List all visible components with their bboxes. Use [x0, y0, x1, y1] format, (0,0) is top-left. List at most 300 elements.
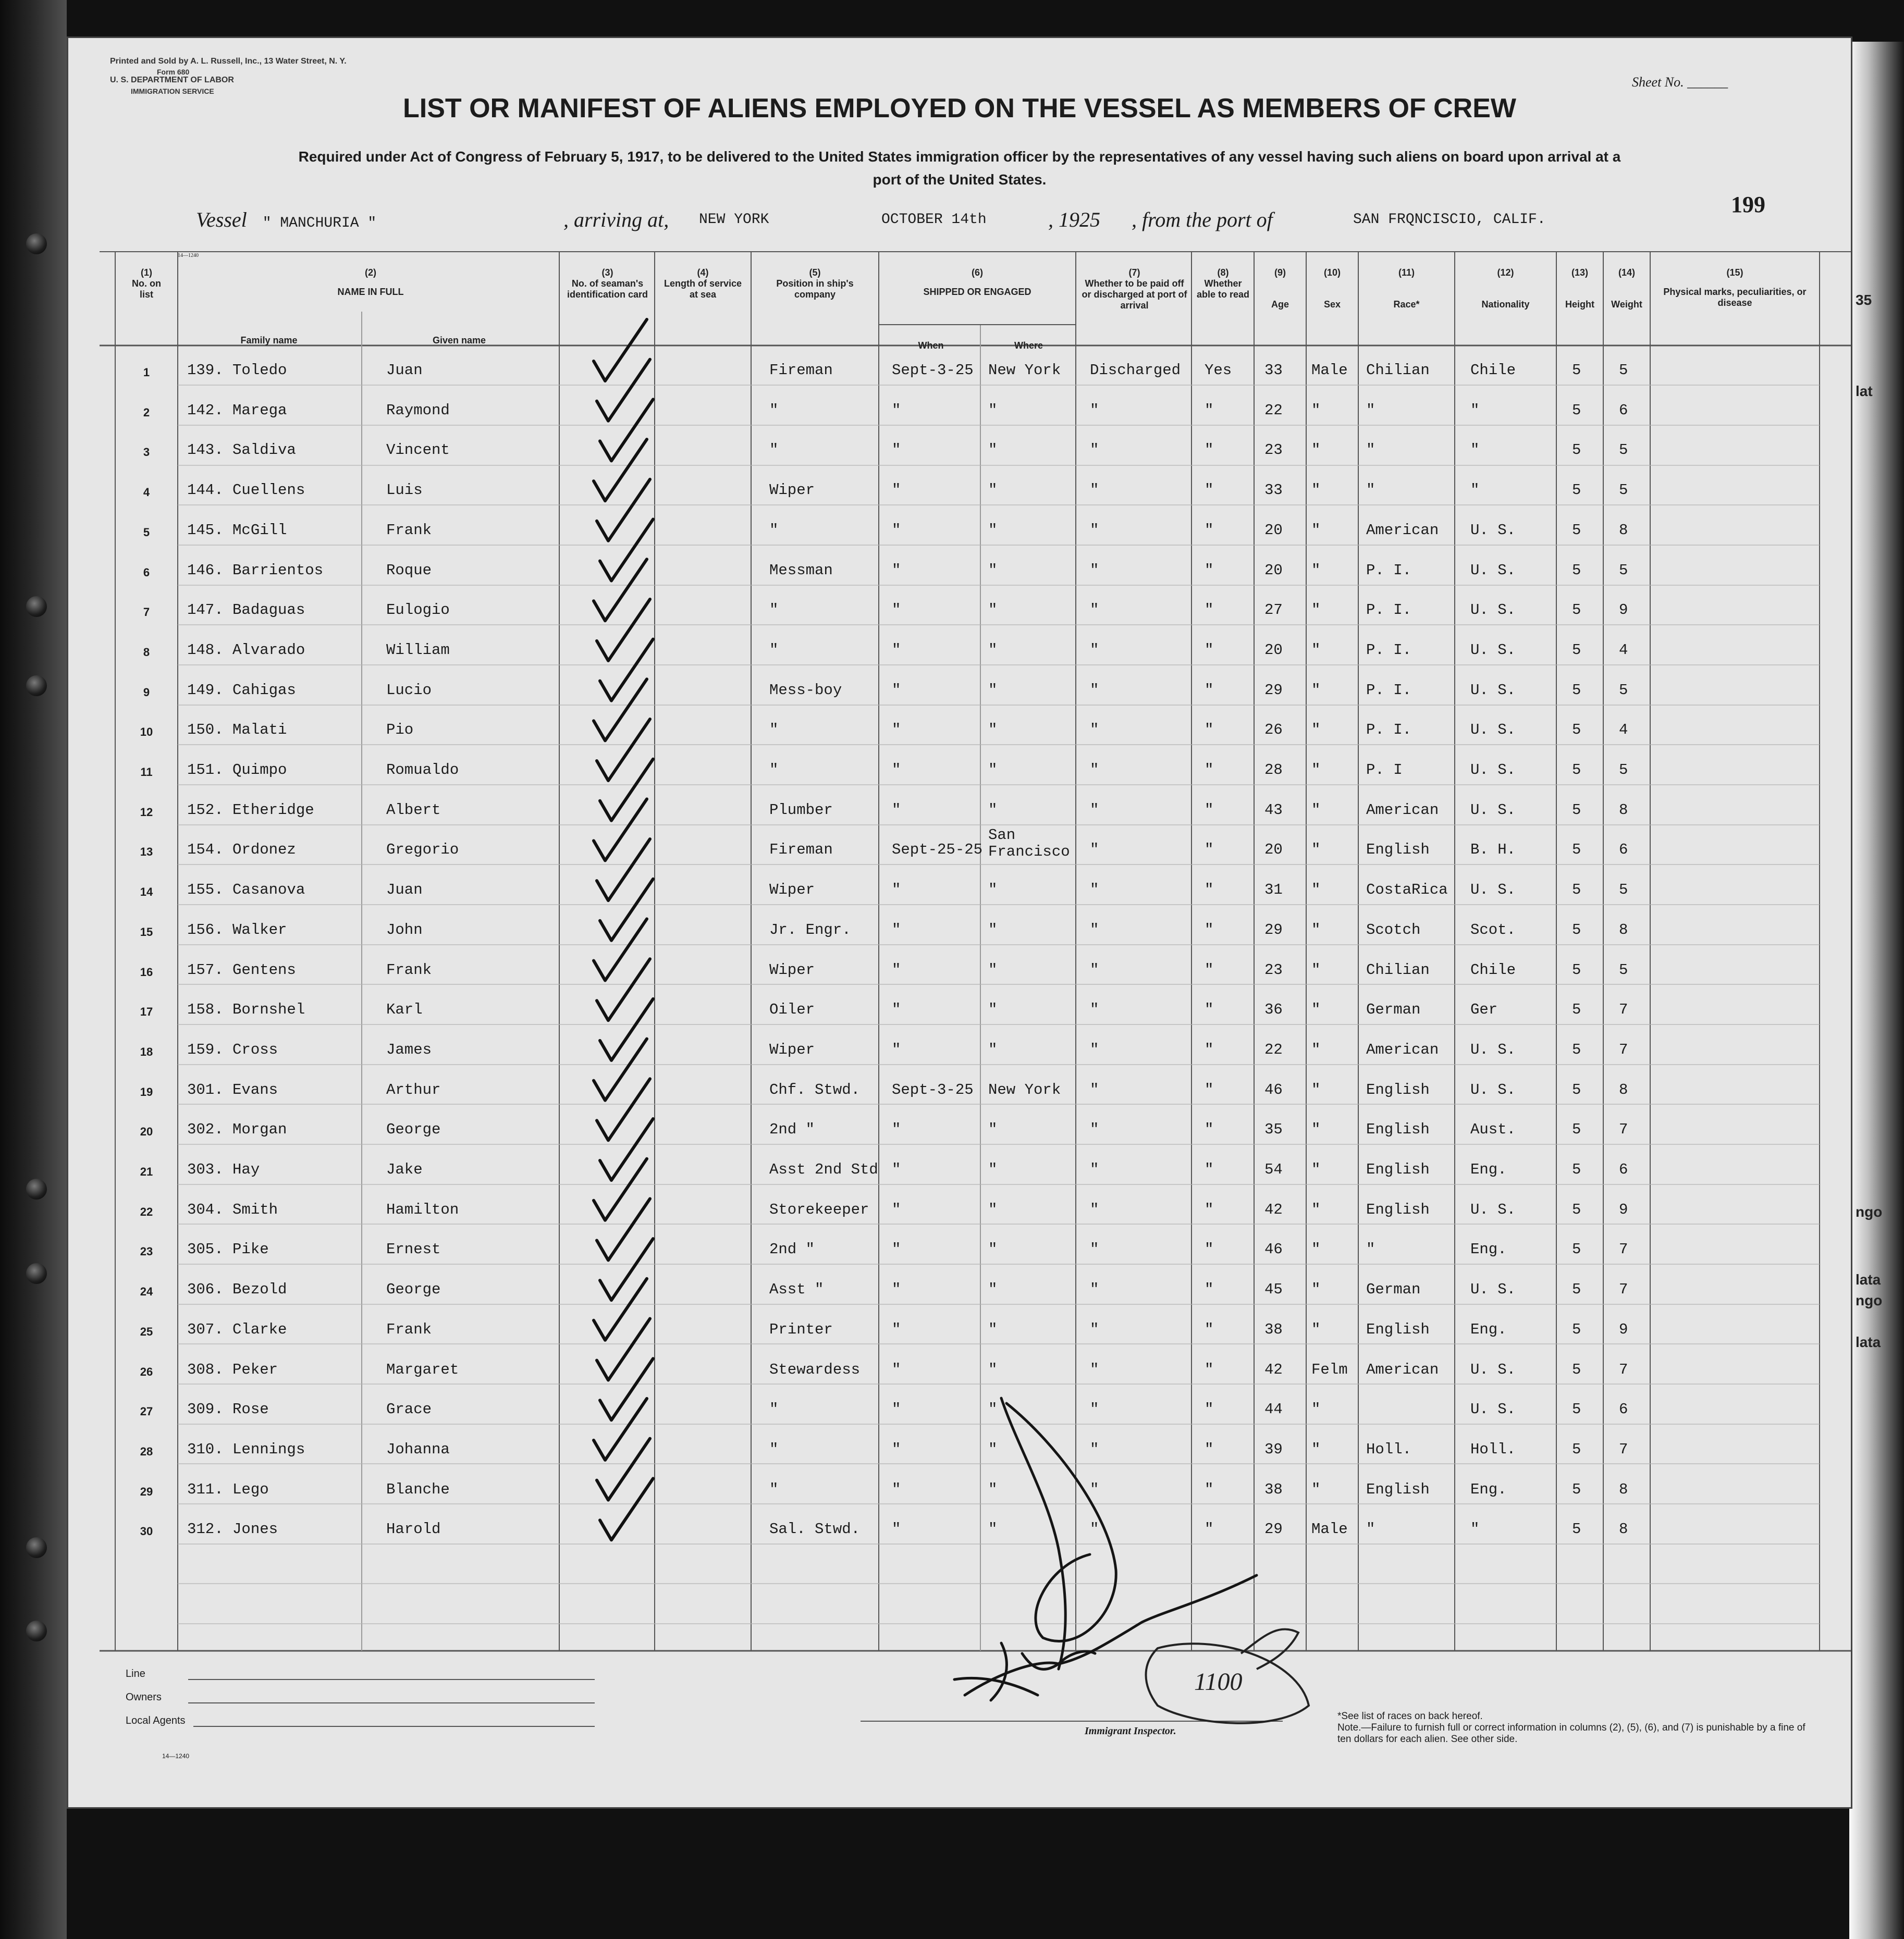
binder-hole [26, 1263, 47, 1284]
col-4-header: (4) Length of service at sea [664, 267, 742, 300]
cell-nat: U. S. [1470, 601, 1516, 619]
cell-when: " [892, 1401, 901, 1418]
footer-note: *See list of races on back hereof. Note.—Failure to furnish full or correct information in columns (2), (5), (6), and (7) is punishable by a fine of ten dollars for each alien. See other side. [1337, 1711, 1805, 1745]
cell-when: " [892, 1521, 901, 1538]
cell-weight: 5 [1619, 961, 1628, 979]
cell-position: " [769, 721, 779, 739]
cell-read: " [1205, 601, 1214, 619]
cell-race: English [1366, 841, 1430, 859]
cell-sex: Male [1311, 362, 1348, 379]
cell-where: " [988, 1041, 998, 1058]
col-2b-header: Given name [432, 335, 486, 345]
cell-age: 20 [1264, 641, 1283, 659]
cell-n: 23 [140, 1245, 153, 1258]
cell-when: " [892, 881, 901, 899]
cell-race: American [1366, 1041, 1439, 1058]
cell-where: " [988, 601, 998, 619]
cell-given: Juan [386, 362, 423, 379]
cell-age: 29 [1264, 681, 1283, 699]
cell-where: " [988, 441, 998, 459]
cell-nat: Eng. [1470, 1480, 1507, 1498]
cell-where: " [988, 1480, 998, 1498]
check-mark [600, 879, 653, 941]
col-2-header: (2) NAME IN FULL [337, 267, 404, 297]
cell-paid: " [1090, 441, 1099, 459]
cell-n: 2 [143, 405, 150, 419]
check-marks [594, 319, 653, 1540]
arriving-label: , arriving at, [563, 208, 669, 231]
cell-age: 33 [1264, 362, 1283, 379]
cell-where: " [988, 401, 998, 419]
cell-where: " [988, 561, 998, 579]
adjacent-page-edge [1849, 42, 1904, 1939]
cell-height: 5 [1572, 1041, 1581, 1058]
check-mark [600, 1239, 653, 1300]
cell-paid: " [1090, 721, 1099, 739]
adjacent-page-fragment: 35 [1856, 292, 1872, 308]
col-8-header: (8) Whether able to read [1196, 267, 1250, 300]
immigrant-inspector-label: Immigrant Inspector. [1085, 1725, 1176, 1737]
cell-race: " [1366, 1241, 1375, 1258]
cell-height: 5 [1572, 1361, 1581, 1378]
adjacent-page-fragment: lata [1856, 1334, 1881, 1350]
cell-read: " [1205, 521, 1214, 539]
cell-read: " [1205, 401, 1214, 419]
cell-weight: 8 [1619, 1521, 1628, 1538]
cell-age: 38 [1264, 1320, 1283, 1338]
cell-race: P. I. [1366, 561, 1412, 579]
cell-sex: " [1311, 1281, 1321, 1299]
cell-height: 5 [1572, 1121, 1581, 1139]
cell-age: 39 [1264, 1440, 1283, 1458]
cell-paid: " [1090, 1081, 1099, 1098]
cell-position: Mess-boy [769, 681, 842, 699]
cell-race: P. I. [1366, 641, 1412, 659]
cell-height: 5 [1572, 1281, 1581, 1299]
col-3-header: (3) No. of seaman's identification card [567, 267, 648, 300]
cell-given: John [386, 921, 423, 938]
cell-family: 304. Smith [187, 1201, 278, 1218]
cell-read: " [1205, 1440, 1214, 1458]
cell-weight: 7 [1619, 1241, 1628, 1258]
cell-height: 5 [1572, 1440, 1581, 1458]
cell-family: 159. Cross [187, 1041, 278, 1058]
cell-given: Frank [386, 521, 432, 539]
cell-where: " [988, 721, 998, 739]
cell-weight: 7 [1619, 1121, 1628, 1139]
cell-sex: " [1311, 641, 1321, 659]
cell-n: 25 [140, 1325, 153, 1338]
cell-where: " [988, 761, 998, 779]
cell-paid: " [1090, 761, 1099, 779]
cell-weight: 6 [1619, 401, 1628, 419]
cell-race: " [1366, 441, 1375, 459]
line-label: Line [126, 1668, 145, 1679]
cell-height: 5 [1572, 1241, 1581, 1258]
cell-family: 156. Walker [187, 921, 287, 938]
cell-read: " [1205, 761, 1214, 779]
voyage-line: Vessel " MANCHURIA " [196, 208, 377, 231]
cell-sex: " [1311, 961, 1321, 979]
cell-when: " [892, 1480, 901, 1498]
cell-age: 29 [1264, 1521, 1283, 1538]
cell-sex: Felm [1311, 1361, 1348, 1378]
cell-where: " [988, 1001, 998, 1019]
cell-height: 5 [1572, 601, 1581, 619]
cell-given: Pio [386, 721, 414, 739]
col-5-header: (5) Position in ship's company [776, 267, 854, 300]
cell-sex: " [1311, 401, 1321, 419]
cell-weight: 5 [1619, 761, 1628, 779]
cell-family: 139. Toledo [187, 362, 287, 379]
owners-label: Owners [126, 1691, 162, 1703]
cell-sex: " [1311, 721, 1321, 739]
cell-age: 42 [1264, 1361, 1283, 1378]
cell-sex: " [1311, 761, 1321, 779]
cell-position: " [769, 441, 779, 459]
col-2a-header: Family name [240, 335, 298, 345]
cell-weight: 8 [1619, 1081, 1628, 1098]
cell-weight: 8 [1619, 801, 1628, 819]
cell-when: " [892, 641, 901, 659]
cell-paid: " [1090, 1361, 1099, 1378]
printer-credit: Printed and Sold by A. L. Russell, Inc., 13 Water Street, N. Y. [110, 57, 347, 66]
cell-given: Vincent [386, 441, 450, 459]
cell-sex: " [1311, 921, 1321, 938]
cell-family: 148. Alvarado [187, 641, 305, 659]
cell-weight: 9 [1619, 1201, 1628, 1218]
check-mark [600, 1478, 653, 1540]
cell-race: German [1366, 1281, 1421, 1299]
cell-age: 44 [1264, 1401, 1283, 1418]
cell-nat: U. S. [1470, 1081, 1516, 1098]
cell-race: CostaRica [1366, 881, 1448, 899]
check-mark [597, 1319, 650, 1380]
cell-age: 20 [1264, 841, 1283, 859]
col-6-header: (6) SHIPPED OR ENGAGED [923, 267, 1031, 297]
check-mark [594, 319, 647, 381]
cell-race: English [1366, 1161, 1430, 1178]
cell-family: 305. Pike [187, 1241, 269, 1258]
col-1-header: (1) No. on list [132, 267, 161, 300]
cell-read: " [1205, 1161, 1214, 1178]
cell-when: " [892, 561, 901, 579]
cell-read: " [1205, 721, 1214, 739]
cell-n: 24 [140, 1285, 153, 1299]
cell-age: 45 [1264, 1281, 1283, 1299]
cell-nat: Ger [1470, 1001, 1498, 1019]
cell-nat: " [1470, 441, 1480, 459]
cell-paid: " [1090, 801, 1099, 819]
cell-family: 152. Etheridge [187, 801, 314, 819]
cell-given: Romualdo [386, 761, 459, 779]
cell-n: 10 [140, 725, 153, 739]
cell-height: 5 [1572, 961, 1581, 979]
cell-when: " [892, 1281, 901, 1299]
arrival-year: , 1925 [1048, 208, 1100, 231]
cell-given: Johanna [386, 1440, 450, 1458]
cell-height: 5 [1572, 1320, 1581, 1338]
cell-race: Chilian [1366, 362, 1430, 379]
cell-given: Albert [386, 801, 441, 819]
col-14-header: (14) Weight [1611, 267, 1642, 310]
cell-when: " [892, 1041, 901, 1058]
cell-n: 26 [140, 1365, 153, 1378]
cell-when: " [892, 481, 901, 499]
cell-nat: U. S. [1470, 1361, 1516, 1378]
cell-nat: U. S. [1470, 641, 1516, 659]
cell-position: 2nd " [769, 1241, 815, 1258]
check-mark [600, 759, 653, 821]
cell-where: " [988, 1361, 998, 1378]
cell-position: Wiper [769, 881, 815, 899]
cell-age: 46 [1264, 1241, 1283, 1258]
cell-position: Jr. Engr. [769, 921, 851, 938]
cell-paid: " [1090, 1521, 1099, 1538]
cell-n: 21 [140, 1165, 153, 1178]
check-mark [597, 839, 650, 900]
cell-family: 142. Marega [187, 401, 287, 419]
cell-paid: " [1090, 521, 1099, 539]
cell-height: 5 [1572, 481, 1581, 499]
cell-nat: U. S. [1470, 1041, 1516, 1058]
cell-n: 17 [140, 1005, 153, 1019]
cell-race: English [1366, 1121, 1430, 1139]
cell-nat: Aust. [1470, 1121, 1516, 1139]
cell-when: " [892, 761, 901, 779]
cell-nat: " [1470, 1521, 1480, 1538]
cell-family: 307. Clarke [187, 1320, 287, 1338]
cell-n: 27 [140, 1405, 153, 1418]
cell-sex: " [1311, 1001, 1321, 1019]
cell-position: Asst 2nd Std [769, 1161, 878, 1178]
cell-position: Chf. Stwd. [769, 1081, 861, 1098]
cell-sex: " [1311, 1081, 1321, 1098]
cell-height: 5 [1572, 761, 1581, 779]
cell-read: " [1205, 921, 1214, 938]
cell-family: 311. Lego [187, 1480, 269, 1498]
check-mark [600, 399, 653, 461]
cell-age: 28 [1264, 761, 1283, 779]
cell-given: Karl [386, 1001, 423, 1019]
cell-weight: 8 [1619, 521, 1628, 539]
cell-given: Gregorio [386, 841, 459, 859]
cell-given: Eulogio [386, 601, 450, 619]
cell-sex: " [1311, 881, 1321, 899]
manifest-subtitle-2: port of the United States. [873, 171, 1047, 188]
cell-given: George [386, 1281, 441, 1299]
cell-height: 5 [1572, 401, 1581, 419]
cell-sex: " [1311, 1401, 1321, 1418]
col-6a-header: When [918, 340, 944, 351]
cell-read: " [1205, 481, 1214, 499]
department-name: U. S. DEPARTMENT OF LABOR [110, 76, 234, 84]
cell-when: " [892, 1121, 901, 1139]
cell-height: 5 [1572, 801, 1581, 819]
cell-n: 11 [140, 765, 153, 779]
cell-position: Stewardess [769, 1361, 861, 1378]
departure-port: SAN FRQNCISCIO, CALIF. [1353, 212, 1546, 228]
cell-family: 301. Evans [187, 1081, 278, 1098]
cell-when: Sept-3-25 [892, 1081, 974, 1098]
cell-given: Juan [386, 881, 423, 899]
cell-age: 29 [1264, 921, 1283, 938]
cell-height: 5 [1572, 681, 1581, 699]
service-name: IMMIGRATION SERVICE [131, 87, 214, 95]
cell-weight: 6 [1619, 841, 1628, 859]
cell-weight: 5 [1619, 362, 1628, 379]
cell-weight: 5 [1619, 481, 1628, 499]
cell-position: " [769, 521, 779, 539]
inspector-signature [954, 1398, 1257, 1700]
cell-family: 157. Gentens [187, 961, 296, 979]
cell-when: " [892, 1320, 901, 1338]
cell-weight: 9 [1619, 601, 1628, 619]
cell-nat: Eng. [1470, 1161, 1507, 1178]
cell-paid: " [1090, 561, 1099, 579]
cell-age: 36 [1264, 1001, 1283, 1019]
cell-weight: 7 [1619, 1001, 1628, 1019]
cell-height: 5 [1572, 1001, 1581, 1019]
cell-race: " [1366, 481, 1375, 499]
cell-position: Wiper [769, 961, 815, 979]
cell-race: Holl. [1366, 1440, 1412, 1458]
sheet-number-label: Sheet No. ______ [1632, 75, 1728, 90]
cell-read: " [1205, 1241, 1214, 1258]
cell-position: Fireman [769, 362, 833, 379]
cell-height: 5 [1572, 1480, 1581, 1498]
cell-nat: Eng. [1470, 1320, 1507, 1338]
cell-sex: " [1311, 521, 1321, 539]
binder-hole [26, 596, 47, 617]
cell-paid: " [1090, 1121, 1099, 1139]
cell-nat: U. S. [1470, 881, 1516, 899]
cell-age: 22 [1264, 1041, 1283, 1058]
cell-where: " [988, 1320, 998, 1338]
cell-age: 23 [1264, 961, 1283, 979]
check-mark [600, 1119, 653, 1180]
cell-when: " [892, 601, 901, 619]
from-port-label: , from the port of [1132, 208, 1273, 231]
cell-given: Frank [386, 961, 432, 979]
cell-height: 5 [1572, 521, 1581, 539]
cell-sex: Male [1311, 1521, 1348, 1538]
manifest-subtitle: Required under Act of Congress of February 5, 1917, to be delivered to the United States immigration officer by the representatives of any vessel having such aliens on board upon arrival at a [298, 149, 1621, 165]
check-mark [597, 599, 650, 661]
cell-position: " [769, 601, 779, 619]
cell-given: Arthur [386, 1081, 441, 1098]
cell-paid: " [1090, 481, 1099, 499]
cell-height: 5 [1572, 362, 1581, 379]
cell-when: " [892, 441, 901, 459]
cell-paid: " [1090, 881, 1099, 899]
cell-family: 144. Cuellens [187, 481, 305, 499]
cell-nat: U. S. [1470, 761, 1516, 779]
cell-given: Jake [386, 1161, 423, 1178]
cell-age: 20 [1264, 521, 1283, 539]
handwritten-marks [68, 38, 1851, 1807]
cell-paid: " [1090, 681, 1099, 699]
cell-height: 5 [1572, 841, 1581, 859]
cell-weight: 5 [1619, 561, 1628, 579]
cell-where: " [988, 481, 998, 499]
cell-read: " [1205, 1121, 1214, 1139]
cell-n: 12 [140, 805, 153, 819]
cell-sex: " [1311, 1440, 1321, 1458]
arrival-port: NEW YORK [699, 212, 769, 228]
cell-family: 143. Saldiva [187, 441, 296, 459]
cell-weight: 5 [1619, 881, 1628, 899]
cell-age: 43 [1264, 801, 1283, 819]
cell-height: 5 [1572, 921, 1581, 938]
cell-race: English [1366, 1201, 1430, 1218]
cell-nat: U. S. [1470, 1201, 1516, 1218]
cell-position: Wiper [769, 1041, 815, 1058]
cell-age: 35 [1264, 1121, 1283, 1139]
cell-weight: 5 [1619, 441, 1628, 459]
cell-paid: " [1090, 1281, 1099, 1299]
cell-height: 5 [1572, 441, 1581, 459]
binder-hole [26, 1537, 47, 1558]
cell-n: 20 [140, 1125, 153, 1139]
cell-paid: " [1090, 1440, 1099, 1458]
cell-family: 306. Bezold [187, 1281, 287, 1299]
cell-when: " [892, 401, 901, 419]
cell-n: 30 [140, 1525, 153, 1538]
cell-read: Yes [1205, 362, 1232, 379]
cell-nat: U. S. [1470, 801, 1516, 819]
cell-read: " [1205, 1521, 1214, 1538]
manifest-sheet [67, 36, 1852, 1809]
cell-position: Sal. Stwd. [769, 1521, 861, 1538]
cell-position: " [769, 1480, 779, 1498]
col-12-header: (12) Nationality [1481, 267, 1530, 310]
cell-read: " [1205, 1480, 1214, 1498]
cell-nat: U. S. [1470, 561, 1516, 579]
cell-family: 302. Morgan [187, 1121, 287, 1139]
cell-given: James [386, 1041, 432, 1058]
cell-family: 151. Quimpo [187, 761, 287, 779]
cell-age: 33 [1264, 481, 1283, 499]
cell-n: 16 [140, 965, 153, 979]
cell-sex: " [1311, 1121, 1321, 1139]
cell-paid: " [1090, 1480, 1099, 1498]
cell-given: Blanche [386, 1480, 450, 1498]
adjacent-page-fragment: ngo [1856, 1292, 1883, 1308]
cell-weight: 4 [1619, 641, 1628, 659]
cell-n: 28 [140, 1444, 153, 1458]
cell-when: " [892, 721, 901, 739]
cell-nat: " [1470, 401, 1480, 419]
cell-where: " [988, 1161, 998, 1178]
cell-race: " [1366, 1521, 1375, 1538]
cell-paid: " [1090, 1241, 1099, 1258]
cell-height: 5 [1572, 721, 1581, 739]
cell-weight: 7 [1619, 1041, 1628, 1058]
cell-position: Wiper [769, 481, 815, 499]
cell-n: 1 [143, 366, 150, 379]
binder-hole [26, 233, 47, 254]
scanner-left-edge [0, 0, 67, 1939]
cell-race: English [1366, 1480, 1430, 1498]
cell-race: English [1366, 1320, 1430, 1338]
manifest-title: LIST OR MANIFEST OF ALIENS EMPLOYED ON THE VESSEL AS MEMBERS OF CREW [403, 93, 1516, 123]
cell-nat: Eng. [1470, 1241, 1507, 1258]
check-mark [600, 1358, 653, 1420]
cell-n: 9 [143, 685, 150, 699]
cell-where: San Francisco [988, 826, 1070, 861]
cell-height: 5 [1572, 641, 1581, 659]
